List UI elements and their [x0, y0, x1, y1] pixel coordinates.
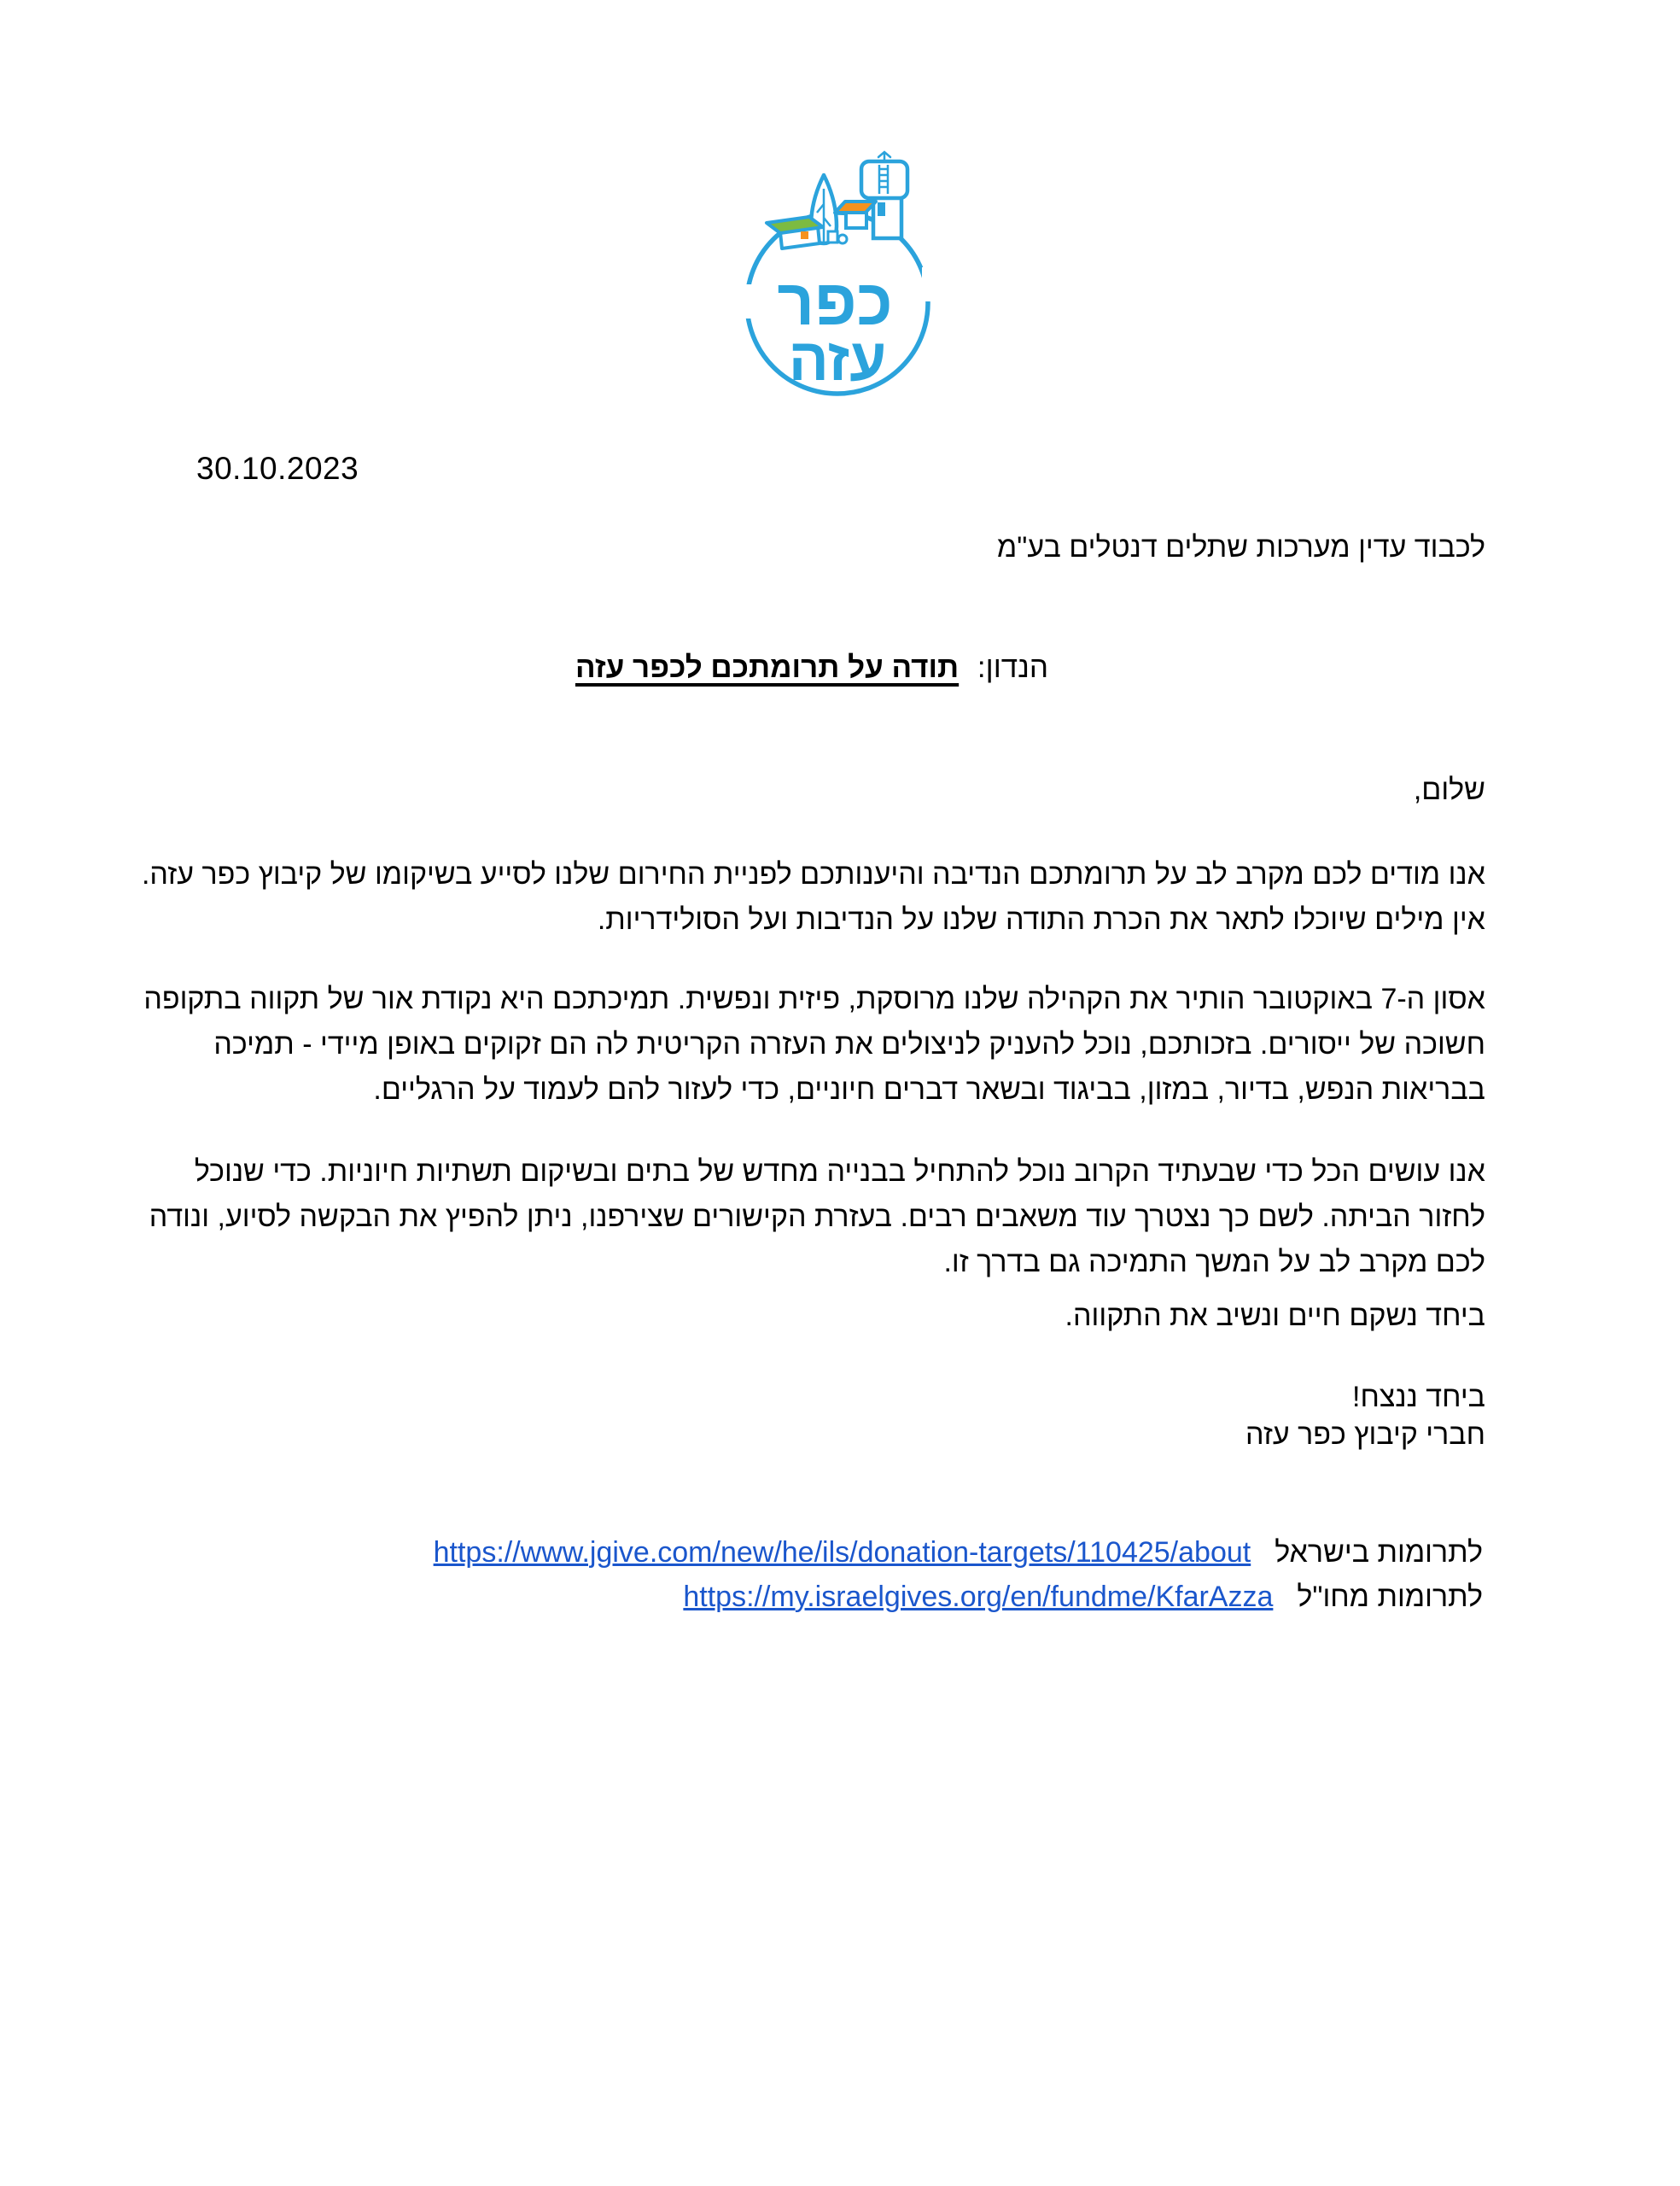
logo-text: [777, 266, 892, 393]
logo-text-top: כפר: [777, 266, 893, 339]
donation-link-abroad-line: [434, 1575, 1483, 1619]
addressee-line: לכבוד עדין מערכות שתלים דנטלים בע"מ: [996, 531, 1485, 564]
paragraph-rebuild: אנו עושים הכל כדי שבעתיד הקרוב נוכל להתחיל בבנייה מחדש של בתים ובשיקום תשתיות חיוניות. כדי שנוכל לחזור הביתה. לשם כך נצטרך עוד משאבים רבים. בעזרת הקישורים שצירפנו, ניתן להפיץ את הבקשה לסיוע, ונודה לכם מקרב לב על המשך התמיכה גם בדרך זו.: [149, 1155, 1485, 1278]
donation-links: [434, 1530, 1483, 1619]
paragraph-disaster: אסון ה-7 באוקטובר הותיר את הקהילה שלנו מרוסקת, פיזית ונפשית. תמיכתכם היא נקודת אור של תקווה בתקופה חשוכה של ייסורים. בזכותכם, נוכל להעניק לניצולים את העזרה הקריטית לה הם זקוקים באופן מיידי - תמיכה בבריאות הנפש, בדיור, במזון, בביגוד ובשאר דברים חיוניים, כדי לעזור להם לעמוד על הרגליים.: [143, 983, 1485, 1106]
closing-line: ביחד נשקם חיים ונשיב את התקווה.: [1065, 1300, 1485, 1332]
subject-line: [575, 651, 1048, 685]
donation-link-israel-line: [434, 1530, 1483, 1575]
kfar-azza-logo-graphic: [729, 149, 951, 414]
letter-date: 30.10.2023: [196, 451, 359, 486]
kfar-azza-logo: [729, 149, 951, 414]
donation-link-israel-label: לתרומות בישראל: [1275, 1536, 1483, 1569]
donation-link-abroad-url[interactable]: https://my.israelgives.org/en/fundme/KfarAzza: [683, 1581, 1274, 1613]
donation-link-abroad-label: לתרומות מחו"ל: [1297, 1581, 1483, 1613]
logo-text-bottom: עזה: [788, 326, 887, 393]
subject-label: הנדון:: [977, 651, 1048, 684]
donation-link-israel-url[interactable]: https://www.jgive.com/new/he/ils/donation-targets/110425/about: [433, 1536, 1251, 1569]
paragraph-thanks: אנו מודים לכם מקרב לב על תרומתכם הנדיבה והיענותכם לפניית החירום שלנו לסייע בשיקומו של קיבוץ כפר עזה. אין מילים שיוכלו לתאר את הכרת התודה שלנו על הנדיבות ועל הסולידריות.: [141, 858, 1485, 936]
greeting-line: שלום,: [1413, 774, 1485, 806]
signoff-signature: חברי קיבוץ כפר עזה: [1245, 1418, 1485, 1451]
signoff-slogan: ביחד ננצח!: [1352, 1381, 1485, 1413]
subject-text: תודה על תרומתכם לכפר עזה: [575, 651, 960, 684]
